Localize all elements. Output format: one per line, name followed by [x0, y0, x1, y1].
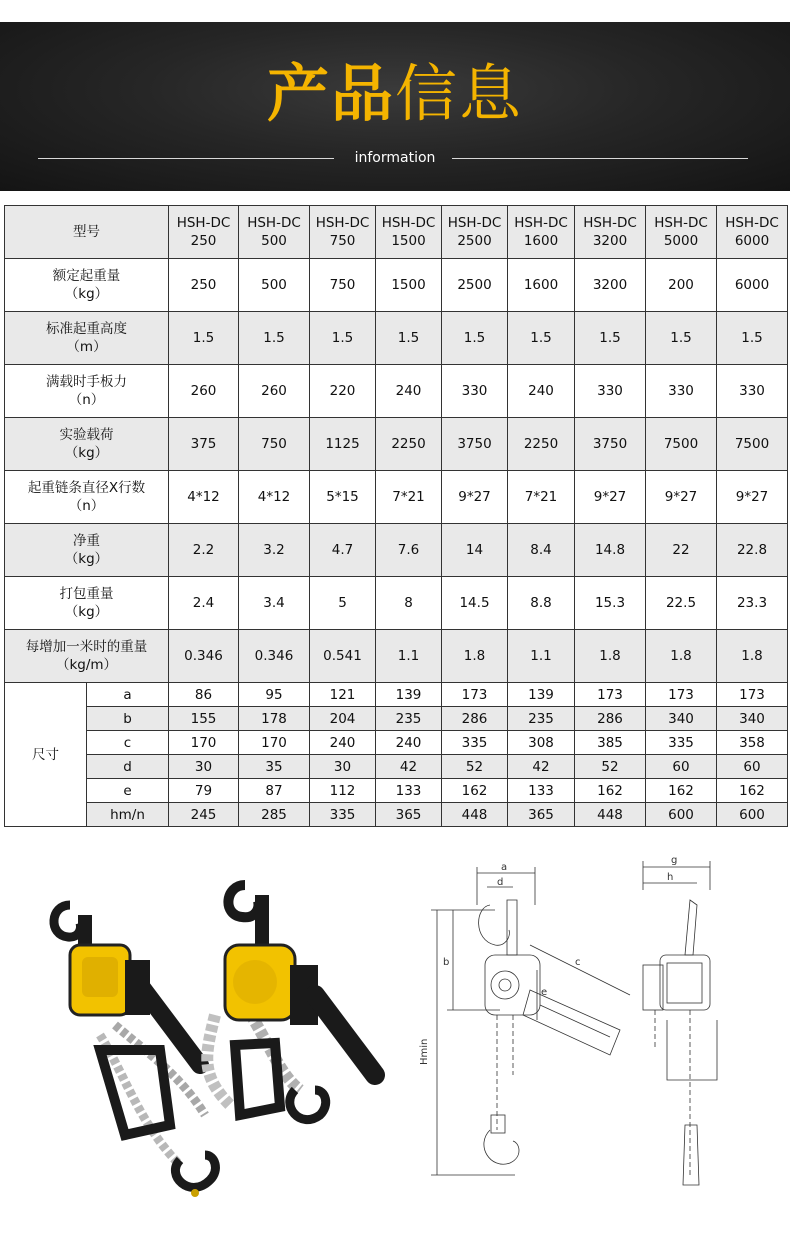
dimension-key-cell: a — [87, 683, 169, 707]
product-photos — [30, 875, 400, 1205]
row-unit: （kg） — [64, 445, 109, 461]
model-capacity: 750 — [329, 233, 356, 249]
table-cell: 121 — [310, 683, 376, 707]
table-cell: 235 — [508, 707, 575, 731]
label-g: g — [671, 855, 678, 866]
model-name: HSH-DC — [654, 215, 708, 231]
row-label-cell — [5, 312, 169, 365]
table-cell: 95 — [239, 683, 310, 707]
table-cell: 6000 — [717, 259, 788, 312]
row-label-cell — [5, 418, 169, 471]
model-name: HSH-DC — [315, 215, 370, 231]
table-cell: 245 — [169, 803, 239, 827]
table-cell: 173 — [717, 683, 788, 707]
table-cell: 86 — [169, 683, 239, 707]
table-cell: 2.4 — [169, 577, 239, 630]
table-cell: 8.4 — [508, 524, 575, 577]
table-cell: 1.8 — [717, 630, 788, 683]
spec-table — [4, 205, 788, 827]
model-cell — [717, 206, 788, 259]
row-label: 打包重量 — [59, 586, 114, 602]
table-cell: 500 — [239, 259, 310, 312]
model-capacity: 250 — [190, 233, 217, 249]
model-cell — [169, 206, 239, 259]
table-cell: 2500 — [442, 259, 508, 312]
row-label: 净重 — [73, 533, 100, 549]
label-hmin: Hmin — [419, 1038, 430, 1065]
dimension-row — [5, 731, 788, 755]
table-cell: 365 — [508, 803, 575, 827]
table-cell: 330 — [646, 365, 717, 418]
table-cell: 335 — [442, 731, 508, 755]
dimension-key-cell: d — [87, 755, 169, 779]
row-label: 实验载荷 — [59, 427, 114, 443]
table-cell: 600 — [646, 803, 717, 827]
table-cell: 3750 — [575, 418, 646, 471]
table-row — [5, 630, 788, 683]
row-unit: （n） — [68, 498, 105, 514]
table-cell: 330 — [717, 365, 788, 418]
table-row — [5, 312, 788, 365]
table-cell: 1.5 — [575, 312, 646, 365]
table-cell: 1.5 — [717, 312, 788, 365]
model-capacity: 500 — [261, 233, 287, 249]
table-cell: 173 — [442, 683, 508, 707]
table-cell: 178 — [239, 707, 310, 731]
row-label: 满载时手板力 — [46, 374, 127, 390]
table-cell: 1.1 — [376, 630, 442, 683]
table-cell: 1.8 — [575, 630, 646, 683]
dimension-key-cell: hm/n — [87, 803, 169, 827]
table-cell: 1.8 — [442, 630, 508, 683]
table-cell: 15.3 — [575, 577, 646, 630]
table-cell: 30 — [310, 755, 376, 779]
model-name: HSH-DC — [725, 215, 779, 231]
table-row — [5, 471, 788, 524]
model-capacity: 1500 — [391, 233, 426, 249]
dimension-key-cell: b — [87, 707, 169, 731]
table-row-model — [5, 206, 788, 259]
table-cell: 7500 — [717, 418, 788, 471]
table-cell: 5*15 — [310, 471, 376, 524]
table-cell: 750 — [239, 418, 310, 471]
dimension-row — [5, 803, 788, 827]
model-cell — [575, 206, 646, 259]
title-light: 信息 — [395, 57, 524, 130]
side-view — [643, 861, 717, 1185]
table-cell: 60 — [717, 755, 788, 779]
table-row — [5, 524, 788, 577]
table-cell: 260 — [169, 365, 239, 418]
table-cell: 35 — [239, 755, 310, 779]
table-cell: 133 — [376, 779, 442, 803]
table-cell: 240 — [376, 731, 442, 755]
table-cell: 22.5 — [646, 577, 717, 630]
table-cell: 2250 — [508, 418, 575, 471]
table-cell: 1.5 — [646, 312, 717, 365]
table-cell: 7.6 — [376, 524, 442, 577]
table-cell: 1.8 — [646, 630, 717, 683]
table-cell: 14.8 — [575, 524, 646, 577]
table-cell: 330 — [575, 365, 646, 418]
table-cell: 3200 — [575, 259, 646, 312]
table-cell: 155 — [169, 707, 239, 731]
label-a: a — [501, 862, 508, 873]
model-header-cell: 型号 — [5, 206, 169, 259]
row-unit: （kg） — [64, 551, 109, 567]
table-cell: 1.1 — [508, 630, 575, 683]
table-cell: 3750 — [442, 418, 508, 471]
table-cell: 7500 — [646, 418, 717, 471]
table-cell: 9*27 — [646, 471, 717, 524]
model-capacity: 1600 — [523, 233, 559, 249]
model-name: HSH-DC — [514, 215, 568, 231]
dimension-row — [5, 707, 788, 731]
spec-table-body — [5, 206, 788, 827]
dimension-key-cell: e — [87, 779, 169, 803]
row-label: 额定起重量 — [52, 268, 121, 284]
dimension-row — [5, 779, 788, 803]
row-label: 标准起重高度 — [46, 321, 127, 337]
table-cell: 4.7 — [310, 524, 376, 577]
table-cell: 170 — [239, 731, 310, 755]
model-name: HSH-DC — [447, 215, 502, 231]
table-cell: 42 — [508, 755, 575, 779]
page-title — [0, 54, 790, 134]
row-unit: （kg） — [64, 604, 109, 620]
table-cell: 133 — [508, 779, 575, 803]
table-cell: 2250 — [376, 418, 442, 471]
model-cell — [508, 206, 575, 259]
model-capacity: 5000 — [663, 233, 699, 249]
table-cell: 340 — [717, 707, 788, 731]
table-cell: 9*27 — [442, 471, 508, 524]
label-h: h — [667, 872, 674, 883]
table-cell: 286 — [442, 707, 508, 731]
table-cell: 173 — [575, 683, 646, 707]
table-cell: 330 — [442, 365, 508, 418]
model-cell — [442, 206, 508, 259]
table-cell: 365 — [376, 803, 442, 827]
table-cell: 600 — [717, 803, 788, 827]
table-cell: 1.5 — [310, 312, 376, 365]
table-cell: 1500 — [376, 259, 442, 312]
model-cell — [310, 206, 376, 259]
row-label: 起重链条直径X行数 — [27, 480, 146, 496]
hoist-large-illustration — [207, 885, 375, 1120]
table-cell: 340 — [646, 707, 717, 731]
table-cell: 750 — [310, 259, 376, 312]
model-name: HSH-DC — [381, 215, 436, 231]
table-cell: 5 — [310, 577, 376, 630]
dimension-key-cell: c — [87, 731, 169, 755]
table-cell: 162 — [442, 779, 508, 803]
table-cell: 162 — [646, 779, 717, 803]
row-unit: （kg） — [64, 286, 109, 302]
table-cell: 112 — [310, 779, 376, 803]
table-cell: 0.346 — [169, 630, 239, 683]
table-cell: 308 — [508, 731, 575, 755]
model-cell — [239, 206, 310, 259]
table-cell: 240 — [376, 365, 442, 418]
table-cell: 235 — [376, 707, 442, 731]
table-cell: 4*12 — [239, 471, 310, 524]
table-cell: 79 — [169, 779, 239, 803]
table-cell: 1.5 — [376, 312, 442, 365]
model-capacity: 6000 — [734, 233, 770, 249]
table-cell: 2.2 — [169, 524, 239, 577]
table-row — [5, 577, 788, 630]
table-cell: 22 — [646, 524, 717, 577]
table-cell: 3.2 — [239, 524, 310, 577]
table-cell: 1.5 — [239, 312, 310, 365]
table-cell: 139 — [508, 683, 575, 707]
dimension-row — [5, 683, 788, 707]
table-cell: 52 — [575, 755, 646, 779]
table-cell: 14 — [442, 524, 508, 577]
row-label-cell — [5, 365, 169, 418]
drawing-labels — [419, 855, 677, 1065]
table-cell: 23.3 — [717, 577, 788, 630]
table-cell: 448 — [442, 803, 508, 827]
table-cell: 286 — [575, 707, 646, 731]
dimension-label-cell: 尺寸 — [5, 683, 87, 827]
model-cell — [646, 206, 717, 259]
table-cell: 385 — [575, 731, 646, 755]
table-cell: 8.8 — [508, 577, 575, 630]
table-cell: 162 — [575, 779, 646, 803]
table-cell: 60 — [646, 755, 717, 779]
dimension-drawing — [405, 845, 785, 1215]
model-capacity: 3200 — [592, 233, 628, 249]
row-label-cell — [5, 471, 169, 524]
header-banner — [0, 22, 790, 191]
table-cell: 52 — [442, 755, 508, 779]
table-cell: 220 — [310, 365, 376, 418]
row-unit: （n） — [68, 392, 105, 408]
front-view — [431, 867, 630, 1175]
label-c: c — [575, 957, 581, 968]
table-cell: 1.5 — [442, 312, 508, 365]
model-capacity: 2500 — [457, 233, 492, 249]
table-row — [5, 365, 788, 418]
table-cell: 162 — [717, 779, 788, 803]
row-label: 每增加一米时的重量 — [25, 639, 148, 655]
row-label-cell — [5, 630, 169, 683]
table-cell: 9*27 — [575, 471, 646, 524]
table-cell: 260 — [239, 365, 310, 418]
table-cell: 1.5 — [169, 312, 239, 365]
title-bold: 产品 — [266, 57, 395, 130]
table-cell: 0.346 — [239, 630, 310, 683]
hoist-small-illustration — [54, 905, 215, 1197]
table-cell: 30 — [169, 755, 239, 779]
table-cell: 375 — [169, 418, 239, 471]
table-cell: 204 — [310, 707, 376, 731]
table-cell: 139 — [376, 683, 442, 707]
row-unit: （kg/m） — [55, 657, 118, 673]
table-row — [5, 418, 788, 471]
page-subtitle: information — [354, 150, 436, 166]
row-label-cell — [5, 259, 169, 312]
model-name: HSH-DC — [247, 215, 301, 231]
table-cell: 358 — [717, 731, 788, 755]
table-cell: 1125 — [310, 418, 376, 471]
model-name: HSH-DC — [583, 215, 637, 231]
model-cell — [376, 206, 442, 259]
table-cell: 9*27 — [717, 471, 788, 524]
model-name: HSH-DC — [176, 215, 231, 231]
dimension-row — [5, 755, 788, 779]
table-cell: 250 — [169, 259, 239, 312]
label-d: d — [497, 877, 504, 888]
table-cell: 3.4 — [239, 577, 310, 630]
table-cell: 170 — [169, 731, 239, 755]
table-cell: 0.541 — [310, 630, 376, 683]
table-row — [5, 259, 788, 312]
row-unit: （m） — [66, 339, 107, 355]
table-cell: 7*21 — [508, 471, 575, 524]
table-cell: 14.5 — [442, 577, 508, 630]
table-cell: 7*21 — [376, 471, 442, 524]
table-cell: 240 — [508, 365, 575, 418]
table-cell: 1600 — [508, 259, 575, 312]
label-b: b — [443, 957, 450, 968]
table-cell: 42 — [376, 755, 442, 779]
table-cell: 173 — [646, 683, 717, 707]
table-cell: 4*12 — [169, 471, 239, 524]
table-cell: 335 — [646, 731, 717, 755]
table-cell: 8 — [376, 577, 442, 630]
table-cell: 22.8 — [717, 524, 788, 577]
table-cell: 87 — [239, 779, 310, 803]
table-cell: 335 — [310, 803, 376, 827]
label-e: e — [541, 987, 548, 998]
row-label-cell — [5, 577, 169, 630]
table-cell: 285 — [239, 803, 310, 827]
table-cell: 1.5 — [508, 312, 575, 365]
row-label-cell — [5, 524, 169, 577]
table-cell: 240 — [310, 731, 376, 755]
table-cell: 448 — [575, 803, 646, 827]
table-cell: 200 — [646, 259, 717, 312]
